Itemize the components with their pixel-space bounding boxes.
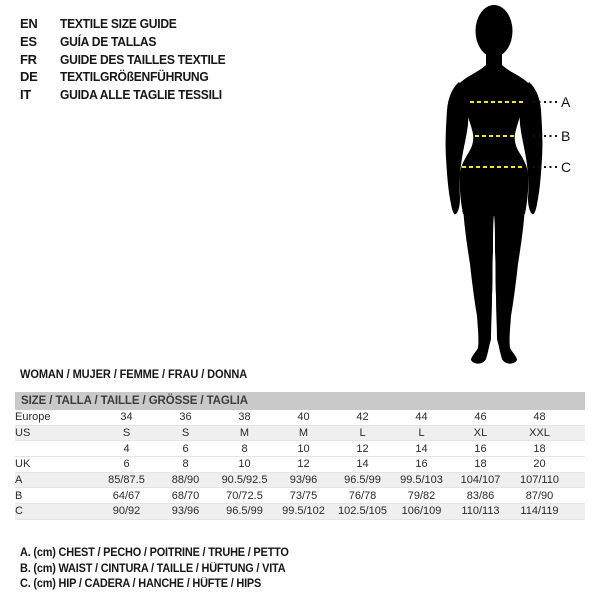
- lang-code: DE: [20, 69, 38, 85]
- size-value-cell: 44: [415, 411, 428, 424]
- filler-cell: [569, 504, 585, 520]
- row-label: [15, 441, 97, 457]
- size-table-header: SIZE / TALLA / TAILLE / GRÖSSE / TAGLIA: [15, 392, 585, 410]
- size-value-cell: 110/113: [461, 505, 500, 518]
- size-value-cell: 36: [179, 411, 192, 424]
- size-table-row: [15, 457, 585, 473]
- row-label: B: [15, 489, 23, 502]
- size-value-cell: 70/72.5: [226, 489, 263, 502]
- row-label: US: [15, 427, 31, 440]
- size-value-cell: 87/90: [525, 489, 554, 502]
- language-title-list: [20, 15, 238, 104]
- size-value-cell: 104/107: [460, 474, 501, 487]
- lang-title: TEXTILGRÖßENFÜHRUNG: [60, 69, 209, 85]
- filler-cell: [569, 457, 585, 473]
- woman-silhouette: [446, 5, 543, 364]
- size-table-row: [15, 425, 585, 441]
- size-value-cell: 18: [533, 442, 546, 455]
- size-value-cell: 12: [297, 458, 310, 471]
- legend-chest: A. (cm) CHEST / PECHO / POITRINE / TRUHE / PETTO: [20, 547, 289, 559]
- measurement-figure: [440, 0, 600, 380]
- lang-row-en: [20, 15, 238, 33]
- size-value-cell: 102.5/105: [338, 505, 387, 518]
- row-label: UK: [15, 458, 31, 471]
- size-value-cell: XXL: [529, 427, 550, 440]
- size-value-cell: S: [122, 427, 131, 440]
- lang-row-it: [20, 86, 238, 104]
- size-table: [15, 392, 585, 520]
- filler-cell: [569, 425, 585, 441]
- size-value-cell: 114/119: [520, 505, 559, 518]
- size-value-cell: 93/96: [289, 474, 318, 487]
- size-value-cell: 99.5/102: [282, 505, 325, 518]
- size-value-cell: 90/92: [112, 505, 141, 518]
- size-table-row: [15, 441, 585, 457]
- size-value-cell: 14: [356, 458, 369, 471]
- size-table-header-row: [15, 392, 585, 410]
- size-value-cell: 46: [474, 411, 487, 424]
- lang-row-es: [20, 33, 238, 51]
- size-value-cell: 8: [241, 442, 248, 455]
- lang-title: GUIDE DES TAILLES TEXTILE: [60, 51, 226, 67]
- marker-label-chest: A: [561, 94, 571, 110]
- lang-code: ES: [20, 33, 37, 49]
- filler-cell: [569, 441, 585, 457]
- size-value-cell: 107/110: [520, 474, 559, 487]
- size-value-cell: 42: [356, 411, 369, 424]
- size-value-cell: 20: [533, 458, 546, 471]
- lang-code: FR: [20, 51, 37, 67]
- marker-label-waist: B: [561, 128, 571, 144]
- lang-title: GUIDA ALLE TAGLIE TESSILI: [60, 87, 222, 103]
- size-value-cell: M: [298, 427, 309, 440]
- size-value-cell: 79/82: [407, 489, 436, 502]
- row-label: Europe: [15, 411, 51, 424]
- size-value-cell: 76/78: [348, 489, 377, 502]
- size-value-cell: 4: [123, 442, 130, 455]
- lang-row-fr: [20, 51, 238, 69]
- size-value-cell: 10: [238, 458, 251, 471]
- size-value-cell: 68/70: [171, 489, 200, 502]
- size-value-cell: 40: [297, 411, 310, 424]
- filler-cell: [569, 488, 585, 504]
- size-table-row: [15, 504, 585, 520]
- size-value-cell: 38: [238, 411, 251, 424]
- legend-hip: C. (cm) HIP / CADERA / HANCHE / HÜFTE / HIPS: [20, 578, 262, 591]
- size-value-cell: XL: [473, 427, 488, 440]
- size-value-cell: 16: [474, 442, 487, 455]
- measurement-legend: [20, 546, 303, 593]
- size-value-cell: 96.5/99: [344, 474, 381, 487]
- marker-label-hip: C: [561, 159, 572, 175]
- size-value-cell: 6: [123, 458, 130, 471]
- row-label: C: [15, 505, 23, 518]
- row-label: A: [15, 474, 23, 487]
- size-value-cell: 93/96: [171, 505, 200, 518]
- lang-code: EN: [20, 16, 38, 31]
- size-value-cell: 85/87.5: [108, 474, 145, 487]
- size-table-row: [15, 488, 585, 504]
- size-value-cell: L: [359, 427, 366, 440]
- legend-waist: B. (cm) WAIST / CINTURA / TAILLE / HÜFTUNG / VITA: [20, 562, 286, 575]
- lang-code: IT: [20, 87, 31, 103]
- size-value-cell: 106/109: [401, 505, 442, 518]
- size-value-cell: 14: [415, 442, 428, 455]
- size-value-cell: 16: [415, 458, 428, 471]
- size-value-cell: M: [239, 427, 250, 440]
- size-value-cell: 10: [297, 442, 310, 455]
- lang-title: GUÍA DE TALLAS: [60, 33, 157, 49]
- size-value-cell: 83/86: [466, 489, 495, 502]
- size-value-cell: 96.5/99: [226, 505, 263, 518]
- size-value-cell: 6: [182, 442, 189, 455]
- size-value-cell: 73/75: [289, 489, 318, 502]
- size-table-body: [15, 410, 585, 519]
- size-value-cell: 12: [356, 442, 369, 455]
- size-value-cell: S: [181, 427, 190, 440]
- lang-title: TEXTILE SIZE GUIDE: [60, 16, 177, 31]
- size-value-cell: 88/90: [171, 474, 200, 487]
- size-value-cell: 90.5/92.5: [221, 474, 268, 487]
- size-value-cell: 64/67: [112, 489, 141, 502]
- woman-silhouette-svg: [440, 0, 600, 380]
- size-value-cell: 34: [120, 411, 133, 424]
- size-value-cell: 99.5/103: [400, 474, 443, 487]
- filler-cell: [569, 472, 585, 488]
- size-table-row: [15, 410, 585, 425]
- size-table-row: [15, 472, 585, 488]
- section-title: WOMAN / MUJER / FEMME / FRAU / DONNA: [20, 369, 248, 381]
- size-value-cell: 48: [533, 411, 546, 424]
- filler-cell: [569, 410, 585, 425]
- size-value-cell: L: [418, 427, 425, 440]
- size-value-cell: 18: [474, 458, 487, 471]
- lang-row-de: [20, 68, 238, 86]
- size-value-cell: 8: [182, 458, 189, 471]
